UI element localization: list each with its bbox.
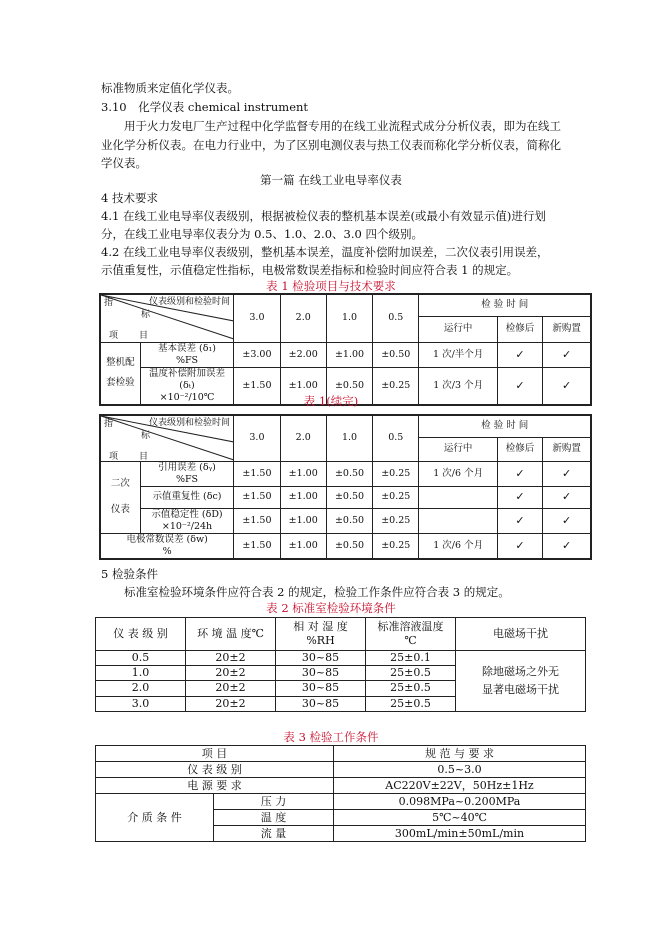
section-heading-5: 5 检验条件: [101, 567, 158, 581]
value-cell: ±0.50: [326, 367, 372, 405]
check-icon: ✓: [543, 508, 591, 533]
item-unit: %: [162, 545, 172, 557]
header-requirement: 规 范 与 要 求: [334, 746, 586, 762]
table-row: [100, 342, 591, 367]
frequency-cell: [419, 508, 497, 533]
table-row: [96, 762, 586, 778]
group-label: 仪表: [110, 504, 130, 516]
table-cell: 25±0.5: [366, 666, 456, 681]
header-solution-unit: ℃: [404, 633, 417, 647]
frequency-cell: 1 次/6 个月: [419, 461, 497, 486]
paragraph-line: 用于火力发电厂生产过程中化学监督专用的在线工业流程式成分分析仪表，即为在线工: [124, 119, 561, 133]
table-cell: 3.0: [96, 696, 186, 711]
header-solution-temp: [366, 618, 456, 651]
value-cell: ±0.50: [326, 486, 372, 508]
col-new: 新购置: [543, 437, 591, 461]
grade-3-0: 3.0: [234, 294, 280, 342]
value-cell: ±0.25: [373, 367, 419, 405]
paragraph-line: 分，在线工业电导率仪表分为 0.5、1.0、2.0、3.0 四个级别。: [101, 227, 423, 241]
item-cell: [100, 533, 234, 559]
col-after-repair: 检修后: [497, 437, 542, 461]
table-cell: 1.0: [96, 666, 186, 681]
check-icon: ✓: [543, 461, 591, 486]
item-cell: [140, 508, 234, 533]
check-icon: ✓: [543, 533, 591, 559]
table-cell: 30~85: [276, 696, 366, 711]
col-running: 运行中: [419, 437, 497, 461]
header-zhi: 指: [104, 298, 114, 308]
table-row: [100, 533, 591, 559]
row-value: AC220V±22V，50Hz±1Hz: [334, 778, 586, 794]
row-label: 仪 表 级 别: [96, 762, 334, 778]
header-humidity: [276, 618, 366, 651]
value-cell: ±2.00: [280, 342, 326, 367]
section-heading-3-10: [101, 99, 308, 115]
check-icon: ✓: [497, 486, 542, 508]
header-temp: 环 境 温 度℃: [186, 618, 276, 651]
sub-label: 压 力: [214, 794, 334, 810]
item-cell: [140, 486, 234, 508]
header-grade: 仪 表 级 别: [96, 618, 186, 651]
table-cell: 30~85: [276, 666, 366, 681]
col-running: 运行中: [419, 316, 497, 342]
col-new: 新购置: [543, 316, 591, 342]
value-cell: ±1.00: [326, 342, 372, 367]
check-icon: ✓: [497, 342, 542, 367]
table3: [95, 745, 586, 842]
table-cell: 25±0.1: [366, 650, 456, 665]
paragraph-line: 学仪表。: [101, 156, 147, 170]
paragraph-line: 示值重复性，示值稳定性指标，电极常数误差指标和检验时间应符合表 1 的规定。: [101, 263, 519, 277]
check-icon: ✓: [543, 367, 591, 405]
grade-0-5: 0.5: [373, 415, 419, 461]
header-humidity-unit: %RH: [306, 633, 335, 647]
item-name: 基本误差 (δ₁): [158, 342, 216, 354]
check-icon: ✓: [497, 367, 542, 405]
value-cell: ±1.00: [280, 508, 326, 533]
table-cell: 25±0.5: [366, 681, 456, 696]
row-value: 0.5~3.0: [334, 762, 586, 778]
grade-2-0: 2.0: [280, 294, 326, 342]
value-cell: ±1.00: [280, 461, 326, 486]
table-row: [96, 794, 586, 810]
header-diag-text: 仪表级别和检验时间: [149, 418, 231, 428]
grade-1-0: 1.0: [326, 415, 372, 461]
table-row: [100, 486, 591, 508]
section-heading-4: 4 技术要求: [101, 191, 158, 205]
sub-label: 流 量: [214, 826, 334, 842]
value-cell: ±0.25: [373, 533, 419, 559]
table-row: [100, 461, 591, 486]
table1-diagonal-header: [100, 294, 234, 342]
time-header: 检 验 时 间: [419, 415, 591, 437]
grade-1-0: 1.0: [326, 294, 372, 342]
header-biao: 标: [141, 431, 151, 441]
paragraph-line: 4.1 在线工业电导率仪表级别，根据被检仪表的整机基本误差(或最小有效显示值)进行划: [101, 209, 546, 223]
table-cell: 20±2: [186, 650, 276, 665]
row-value: 0.098MPa~0.200MPa: [334, 794, 586, 810]
header-xiang: 项: [109, 452, 119, 462]
item-cell: [140, 461, 234, 486]
table-cell: 2.0: [96, 681, 186, 696]
value-cell: ±0.50: [326, 508, 372, 533]
table-row: [100, 508, 591, 533]
check-icon: ✓: [543, 486, 591, 508]
table-cell: 0.5: [96, 650, 186, 665]
header-diag-text: 仪表级别和检验时间: [149, 297, 231, 307]
row-value: 5℃~40℃: [334, 810, 586, 826]
value-cell: ±0.25: [373, 508, 419, 533]
table-cell: 20±2: [186, 666, 276, 681]
table-cell: 20±2: [186, 681, 276, 696]
table1-part1: [99, 293, 592, 406]
value-cell: ±3.00: [234, 342, 280, 367]
paragraph-line: 标准室检验环境条件应符合表 2 的规定，检验工作条件应符合表 3 的规定。: [124, 585, 510, 599]
value-cell: ±0.50: [326, 533, 372, 559]
frequency-cell: 1 次/半个月: [419, 342, 497, 367]
header-item: 项 目: [96, 746, 334, 762]
paragraph-line: 业化学分析仪表。在电力行业中，为了区别电测仪表与热工仪表而称化学分析仪表，简称化: [101, 138, 561, 152]
check-icon: ✓: [497, 508, 542, 533]
sub-label: 温 度: [214, 810, 334, 826]
grade-2-0: 2.0: [280, 415, 326, 461]
intro-line: 标准物质来定值化学仪表。: [101, 81, 239, 95]
table2-caption: 表 2 标准室检验环境条件: [266, 601, 396, 615]
item-unit: ×10⁻²/10℃: [159, 391, 215, 403]
value-cell: ±1.50: [234, 461, 280, 486]
header-solution-label: 标准溶液温度: [377, 619, 444, 633]
value-cell: ±1.00: [280, 486, 326, 508]
check-icon: ✓: [497, 461, 542, 486]
value-cell: ±1.50: [234, 367, 280, 405]
table3-caption: 表 3 检验工作条件: [283, 730, 379, 744]
em-text: 除地磁场之外无: [482, 664, 559, 678]
section-number: 3.10: [101, 100, 127, 114]
check-icon: ✓: [543, 342, 591, 367]
group-cell: [100, 461, 140, 533]
group-label: 整机配: [106, 357, 135, 368]
frequency-cell: [419, 486, 497, 508]
item-name: 引用误差 (δᵧ): [158, 461, 216, 473]
value-cell: ±1.00: [280, 533, 326, 559]
time-header: 检 验 时 间: [419, 294, 591, 316]
table-cell: 20±2: [186, 696, 276, 711]
paragraph-line: 4.2 在线工业电导率仪表级别，整机基本误差，温度补偿附加误差，二次仪表引用误差，: [101, 245, 549, 259]
frequency-cell: 1 次/6 个月: [419, 533, 497, 559]
grade-3-0: 3.0: [234, 415, 280, 461]
table-cell: 30~85: [276, 681, 366, 696]
header-mu: 目: [139, 452, 149, 462]
item-name: 示值稳定性 (δD): [151, 508, 223, 520]
frequency-cell: 1 次/3 个月: [419, 367, 497, 405]
header-zhi: 指: [104, 419, 114, 429]
value-cell: ±0.50: [326, 461, 372, 486]
item-name: 示值重复性 (δc): [152, 491, 222, 503]
header-xiang: 项: [109, 331, 119, 341]
header-em: 电磁场干扰: [456, 618, 586, 651]
col-after-repair: 检修后: [497, 316, 542, 342]
value-cell: ±1.50: [234, 508, 280, 533]
table1-caption: 表 1 检验项目与技术要求: [266, 279, 396, 293]
table1-diagonal-header: [100, 415, 234, 461]
row-label: 电 源 要 求: [96, 778, 334, 794]
group-label: 套检验: [106, 377, 135, 388]
table1-part2: [99, 414, 592, 560]
item-unit: ×10⁻²/24h: [161, 520, 213, 532]
part-title: 第一篇 在线工业电导率仪表: [260, 173, 402, 187]
table1-continued-caption: 表 1(续完): [303, 394, 359, 408]
item-cell: [140, 342, 234, 367]
item-name: 电极常数误差 (δw): [126, 533, 208, 545]
group-label: 二次: [110, 478, 130, 490]
value-cell: ±0.25: [373, 486, 419, 508]
value-cell: ±1.50: [234, 533, 280, 559]
grade-0-5: 0.5: [373, 294, 419, 342]
value-cell: ±1.00: [280, 367, 326, 405]
table2: [95, 617, 586, 712]
value-cell: ±0.50: [373, 342, 419, 367]
header-humidity-label: 相 对 湿 度: [293, 619, 348, 633]
table-cell: 25±0.5: [366, 696, 456, 711]
header-biao: 标: [141, 310, 151, 320]
header-mu: 目: [139, 331, 149, 341]
table-row: [96, 778, 586, 794]
row-value: 300mL/min±50mL/min: [334, 826, 586, 842]
item-name: 温度补偿附加误差(δₜ): [149, 367, 226, 391]
value-cell: ±0.25: [373, 461, 419, 486]
em-text: 显著电磁场干扰: [482, 682, 559, 696]
value-cell: ±1.50: [234, 486, 280, 508]
table-row: [96, 650, 586, 665]
check-icon: ✓: [497, 533, 542, 559]
item-unit: %FS: [175, 354, 199, 366]
section-title: 化学仪表 chemical instrument: [138, 100, 309, 114]
table-cell: 30~85: [276, 650, 366, 665]
em-interference-cell: [456, 650, 586, 711]
item-unit: %FS: [175, 473, 199, 485]
medium-label: 介 质 条 件: [96, 794, 214, 842]
